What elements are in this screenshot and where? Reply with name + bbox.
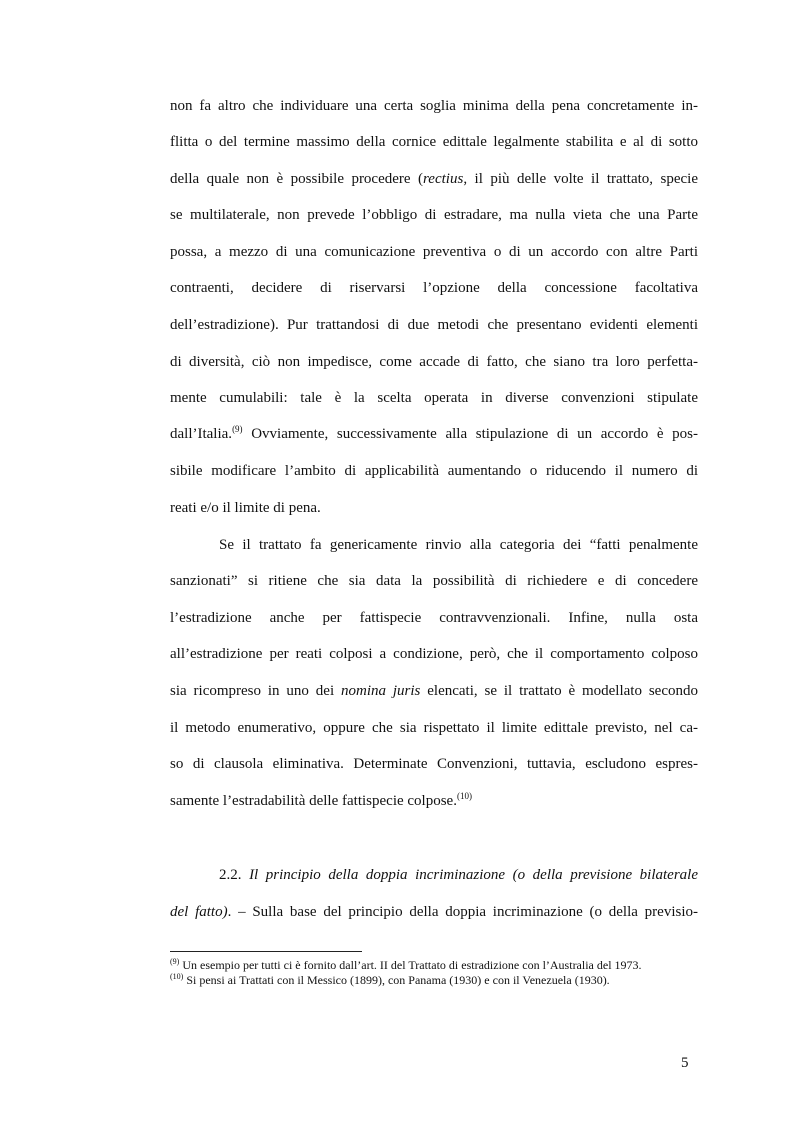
text-run: dall’Italia. [170, 426, 233, 442]
italic-term: rectius [423, 171, 464, 187]
footnote-ref-9[interactable]: (9) [232, 424, 243, 434]
text-run: sia ricompreso in uno dei [170, 683, 341, 699]
text-line [170, 902, 698, 922]
footnote-text: Si pensi ai Trattati con il Messico (1899), con Panama (1930) e con il Venezuela (1930). [183, 973, 610, 987]
text-line: flitta o del termine massimo della cornice edittale legalmente stabilita e al di sotto [170, 134, 698, 150]
section-number: 2.2. [219, 867, 250, 883]
italic-term: nomina juris [341, 683, 421, 699]
footnote-text: Un esempio per tutti ci è fornito dall’art. II del Trattato di estradizione con l’Australia del 1973. [179, 958, 642, 972]
footnote-divider [170, 951, 362, 952]
text-line: possa, a mezzo di una comunicazione preventiva o di un accordo con altre Parti [170, 244, 698, 260]
text-line: l’estradizione anche per fattispecie contravvenzionali. Infine, nulla osta [170, 610, 698, 626]
footnote-mark: (9) [170, 957, 180, 966]
text-line: se multilaterale, non prevede l’obbligo di estradare, ma nulla vieta che una Parte [170, 207, 698, 223]
text-line: reati e/o il limite di pena. [170, 500, 321, 516]
footnote-10 [170, 973, 730, 988]
text-line [170, 791, 698, 811]
text-run: della quale non è possibile procedere ( [170, 171, 424, 187]
text-line [170, 424, 698, 444]
text-line: sibile modificare l’ambito di applicabilità aumentando o riducendo il numero di [170, 463, 698, 479]
text-run: samente l’estradabilità delle fattispecie colpose. [170, 793, 457, 809]
text-line: so di clausola eliminativa. Determinate Convenzioni, tuttavia, escludono espres- [170, 756, 698, 772]
section-title-cont: del fatto) [170, 904, 228, 920]
text-line: di diversità, ciò non impedisce, come accade di fatto, che siano tra loro perfetta- [170, 354, 698, 370]
text-line: mente cumulabili: tale è la scelta operata in diverse convenzioni stipulate [170, 390, 698, 406]
text-run: . – Sulla base del principio della doppia incriminazione (o della previsio- [227, 904, 698, 920]
text-run: Ovviamente, successivamente alla stipulazione di un accordo è pos- [242, 426, 698, 442]
text-run: , il più delle volte il trattato, specie [463, 171, 698, 187]
footnote-mark: (10) [170, 972, 184, 981]
section-heading [219, 865, 698, 885]
text-line: dell’estradizione). Pur trattandosi di due metodi che presentano evidenti elementi [170, 317, 698, 333]
footnote-ref-10[interactable]: (10) [456, 791, 472, 801]
text-line: all’estradizione per reati colposi a condizione, però, che il comportamento colposo [170, 646, 698, 662]
text-line: Se il trattato fa genericamente rinvio alla categoria dei “fatti penalmente [219, 537, 698, 553]
text-line: contraenti, decidere di riservarsi l’opzione della concessione facoltativa [170, 280, 698, 296]
text-run: elencati, se il trattato è modellato secondo [420, 683, 698, 699]
text-line: non fa altro che individuare una certa soglia minima della pena concretamente in- [170, 98, 698, 114]
footnote-9 [170, 958, 730, 973]
text-line [170, 681, 698, 701]
text-line: sanzionati” si ritiene che sia data la possibilità di richiedere e di concedere [170, 573, 698, 589]
text-line [170, 169, 698, 189]
section-title: Il principio della doppia incriminazione (o della previsione bilaterale [249, 867, 699, 883]
text-line: il metodo enumerativo, oppure che sia rispettato il limite edittale previsto, nel ca- [170, 720, 698, 736]
page-number: 5 [681, 1055, 689, 1071]
